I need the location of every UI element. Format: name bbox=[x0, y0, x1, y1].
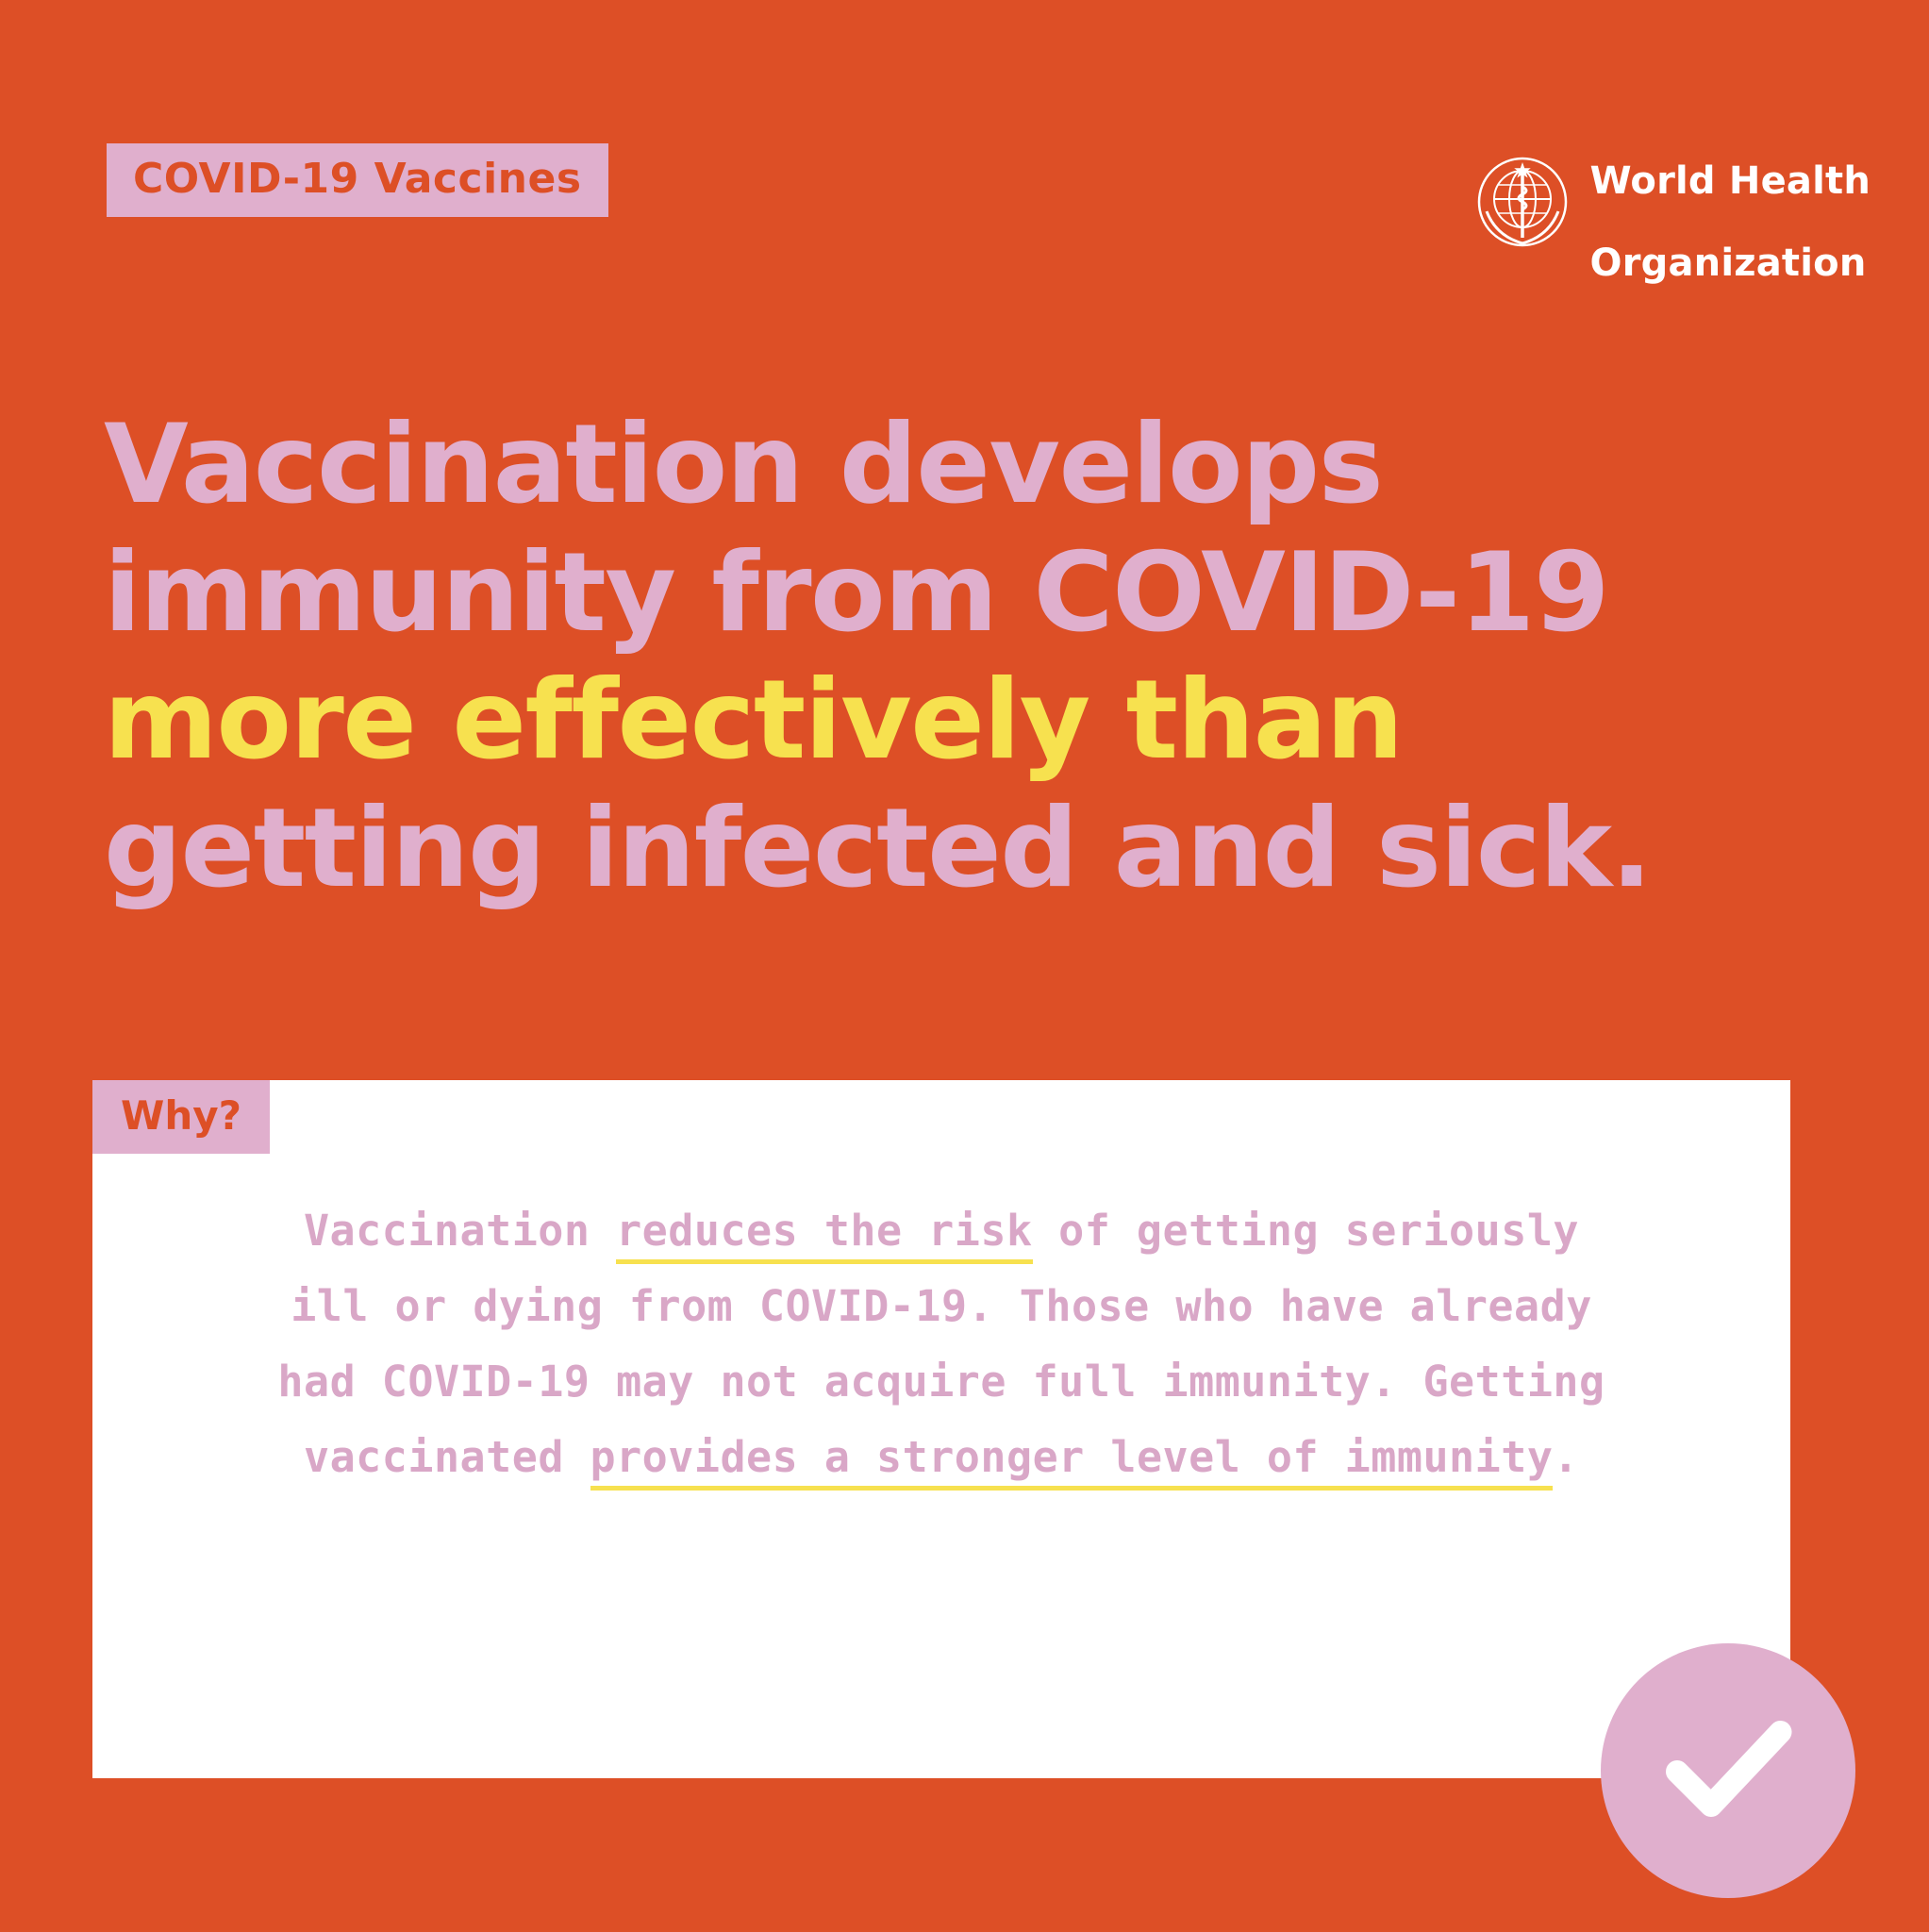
why-text-underline-2: provides a stronger level of immunity bbox=[590, 1432, 1554, 1491]
check-badge bbox=[1601, 1643, 1855, 1898]
who-logo-line-1: World Health bbox=[1589, 159, 1871, 204]
why-text-underline-1: reduces the risk bbox=[616, 1206, 1032, 1264]
why-label: Why? bbox=[92, 1080, 270, 1154]
who-emblem-icon bbox=[1475, 155, 1570, 249]
why-text-part-3: . bbox=[1553, 1432, 1580, 1483]
headline-line-2: immunity from COVID-19 bbox=[104, 528, 1609, 657]
header bbox=[0, 0, 1929, 285]
headline-line-3-highlight: more effectively than bbox=[104, 657, 1403, 785]
who-logo-text bbox=[1590, 121, 1871, 284]
check-mark-icon bbox=[1657, 1698, 1799, 1843]
headline-line-1: Vaccination develops bbox=[104, 401, 1383, 528]
why-panel-body bbox=[92, 1193, 1790, 1495]
topic-tag: COVID-19 Vaccines bbox=[107, 143, 608, 217]
why-text-part-1: Vaccination bbox=[303, 1206, 617, 1256]
headline-line-4: getting infected and sick. bbox=[104, 785, 1652, 913]
why-text-part-2: of getting seriously ill or dying from COVID-19. Those who have already had COVID-19 may not acquire full immunity. Getting vaccinated bbox=[277, 1206, 1605, 1483]
who-logo bbox=[1475, 121, 1871, 284]
who-logo-line-2: Organization bbox=[1589, 241, 1867, 285]
headline bbox=[104, 401, 1745, 913]
